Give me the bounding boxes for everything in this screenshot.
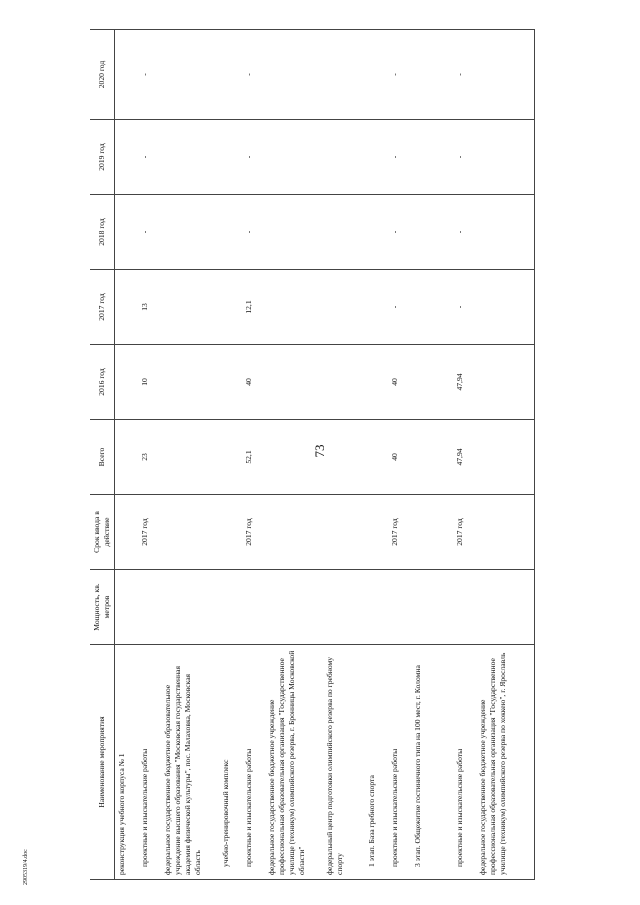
value-cell <box>453 570 476 645</box>
value-cell <box>365 30 388 120</box>
row-name-cell: проектные и изыскательские работы <box>242 645 265 880</box>
value-cell <box>411 570 453 645</box>
row-name-cell: федеральное государственное бюджетное учреждение профессиональная образовательная организация "Государственное училище (техникум) олимпийского резерва, г. Бронницы Московской области" <box>265 645 323 880</box>
value-cell <box>115 345 139 420</box>
col-header-total: Всего <box>90 420 115 495</box>
value-cell <box>265 270 323 345</box>
row-name-cell: 1 этап. База гребного спорта <box>365 645 388 880</box>
value-cell: 2017 год <box>453 495 476 570</box>
value-cell <box>161 30 219 120</box>
table-row <box>453 30 476 880</box>
value-cell: - <box>388 195 411 270</box>
table-row <box>219 30 242 880</box>
value-cell <box>219 195 242 270</box>
value-cell: 2017 год <box>138 495 161 570</box>
value-cell: - <box>453 195 476 270</box>
table-row <box>161 30 219 880</box>
value-cell: 52,1 <box>242 420 265 495</box>
col-header-2019: 2019 год <box>90 120 115 195</box>
value-cell <box>265 420 323 495</box>
value-cell <box>219 420 242 495</box>
row-name-cell: федеральный центр подготовки олимпийского резерва по гребному спорту <box>323 645 365 880</box>
table-row <box>476 30 535 880</box>
value-cell <box>411 420 453 495</box>
col-header-2018: 2018 год <box>90 195 115 270</box>
value-cell: 47,94 <box>453 345 476 420</box>
value-cell <box>323 270 365 345</box>
row-name-cell: реконструкция учебного корпуса № 1 <box>115 645 139 880</box>
value-cell <box>219 270 242 345</box>
value-cell: 10 <box>138 345 161 420</box>
value-cell <box>476 195 535 270</box>
value-cell <box>265 30 323 120</box>
row-name-cell: проектные и изыскательские работы <box>138 645 161 880</box>
value-cell: 12,1 <box>242 270 265 345</box>
col-header-2017: 2017 год <box>90 270 115 345</box>
value-cell <box>161 270 219 345</box>
row-name-cell: 3 этап. Общежитие гостиничного типа на 100 мест, г. Коломна <box>411 645 453 880</box>
page-number: 73 <box>312 444 327 458</box>
value-cell <box>265 195 323 270</box>
value-cell <box>265 570 323 645</box>
value-cell <box>115 120 139 195</box>
value-cell <box>365 195 388 270</box>
value-cell <box>323 30 365 120</box>
document-code: 2905319/4.doc <box>23 849 29 885</box>
value-cell: 47,94 <box>453 420 476 495</box>
row-name-cell: проектные и изыскательские работы <box>388 645 411 880</box>
table-row <box>365 30 388 880</box>
value-cell <box>265 345 323 420</box>
table-row <box>388 30 411 880</box>
value-cell <box>365 270 388 345</box>
value-cell <box>411 120 453 195</box>
value-cell <box>388 570 411 645</box>
header-row <box>90 30 115 880</box>
table-row <box>242 30 265 880</box>
value-cell <box>323 195 365 270</box>
value-cell: 2017 год <box>242 495 265 570</box>
activities-table <box>90 29 535 880</box>
value-cell: - <box>388 30 411 120</box>
value-cell <box>265 120 323 195</box>
row-name-cell: федеральное государственное бюджетное учреждение профессиональная образовательная организация "Государственное училище (техникум) олимпийского резерва по хоккею", г. Ярославль <box>476 645 535 880</box>
value-cell <box>219 495 242 570</box>
value-cell <box>323 570 365 645</box>
col-header-deadline: Срок ввода в действие <box>90 495 115 570</box>
col-header-capacity: Мощность, кв. метров <box>90 570 115 645</box>
value-cell: 23 <box>138 420 161 495</box>
value-cell <box>219 570 242 645</box>
col-header-2020: 2020 год <box>90 30 115 120</box>
value-cell <box>365 345 388 420</box>
row-name-cell: федеральное государственное бюджетное образовательное учреждение высшего образования "Московская государственная академия физической культуры", пос. Малаховка, Московская область <box>161 645 219 880</box>
value-cell <box>138 570 161 645</box>
value-cell <box>161 495 219 570</box>
value-cell: - <box>242 30 265 120</box>
value-cell <box>161 195 219 270</box>
value-cell <box>323 495 365 570</box>
value-cell <box>115 270 139 345</box>
value-cell: 13 <box>138 270 161 345</box>
value-cell: - <box>453 270 476 345</box>
value-cell: - <box>388 120 411 195</box>
value-cell <box>365 420 388 495</box>
col-header-name: Наименование мероприятия <box>90 645 115 880</box>
value-cell <box>115 495 139 570</box>
row-name-cell: учебно-тренировочный комплекс <box>219 645 242 880</box>
value-cell: - <box>453 30 476 120</box>
col-header-2016: 2016 год <box>90 345 115 420</box>
value-cell: 40 <box>242 345 265 420</box>
value-cell: - <box>388 270 411 345</box>
table-row <box>115 30 139 880</box>
row-name-cell: проектные и изыскательские работы <box>453 645 476 880</box>
value-cell: - <box>242 120 265 195</box>
value-cell <box>476 120 535 195</box>
value-cell: 40 <box>388 420 411 495</box>
value-cell <box>476 345 535 420</box>
value-cell <box>411 345 453 420</box>
value-cell <box>115 30 139 120</box>
value-cell <box>411 30 453 120</box>
value-cell: - <box>242 195 265 270</box>
value-cell <box>365 570 388 645</box>
value-cell <box>476 495 535 570</box>
value-cell <box>365 495 388 570</box>
value-cell <box>219 345 242 420</box>
value-cell <box>219 120 242 195</box>
value-cell: 2017 год <box>388 495 411 570</box>
value-cell <box>323 120 365 195</box>
value-cell <box>411 195 453 270</box>
value-cell: - <box>138 195 161 270</box>
value-cell <box>365 120 388 195</box>
rotated-table-wrapper <box>90 30 515 880</box>
value-cell <box>323 420 365 495</box>
value-cell <box>476 270 535 345</box>
value-cell <box>411 495 453 570</box>
value-cell <box>242 570 265 645</box>
value-cell <box>161 420 219 495</box>
value-cell <box>115 195 139 270</box>
value-cell <box>411 270 453 345</box>
value-cell <box>219 30 242 120</box>
value-cell <box>476 30 535 120</box>
value-cell <box>476 570 535 645</box>
value-cell: - <box>138 30 161 120</box>
table-row <box>265 30 323 880</box>
table-row <box>411 30 453 880</box>
value-cell: - <box>453 120 476 195</box>
value-cell <box>161 120 219 195</box>
table-row <box>138 30 161 880</box>
value-cell <box>161 345 219 420</box>
value-cell: 40 <box>388 345 411 420</box>
value-cell <box>115 570 139 645</box>
value-cell: - <box>138 120 161 195</box>
value-cell <box>265 495 323 570</box>
value-cell <box>476 420 535 495</box>
value-cell <box>323 345 365 420</box>
value-cell <box>115 420 139 495</box>
table-row <box>323 30 365 880</box>
value-cell <box>161 570 219 645</box>
